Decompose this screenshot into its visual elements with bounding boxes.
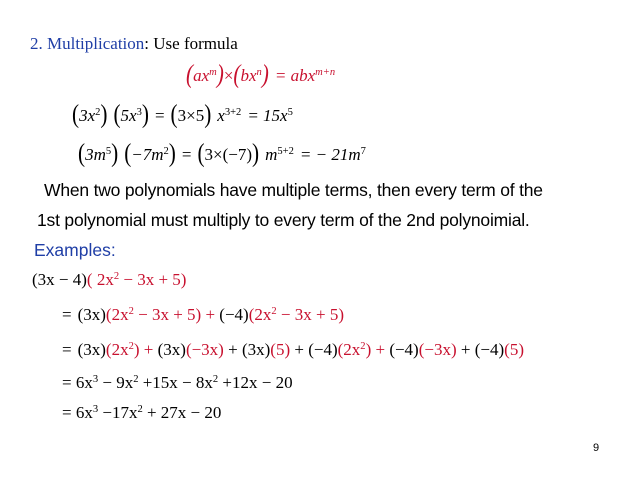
general-formula [186, 58, 336, 89]
paragraph-line-1: When two polynomials have multiple terms, then every term of the [44, 180, 543, 200]
work3-i: + [290, 340, 309, 359]
work2-b-exp: 2 [128, 306, 134, 318]
work5-e1: 3 [92, 404, 99, 416]
work1-b-exp: 2 [113, 271, 120, 283]
open-paren: ( [186, 58, 194, 89]
ex2-term1: 3m [85, 145, 106, 164]
paragraph-line-2: 1st polynomial must multiply to every term of the 2nd polynoimial. [37, 210, 530, 230]
work4-a: − 9x [98, 373, 134, 392]
work4-c: +12x − 20 [218, 373, 293, 392]
work4-eq: = 6x [62, 373, 93, 392]
formula-rhs-exp: m+n [315, 67, 336, 79]
work3-f: + [223, 340, 242, 359]
work-line-3 [62, 340, 524, 360]
work4-e2: 2 [133, 374, 139, 386]
work3-p: (−4) [474, 340, 505, 359]
work4-b: +15x − 8x [138, 373, 213, 392]
ex2-m: m [265, 145, 278, 164]
formula-exp-m: m [209, 67, 217, 79]
ex2-m-exp: 5+2 [277, 146, 294, 158]
close-paren: ) [261, 58, 269, 89]
work4-e3: 2 [212, 374, 219, 386]
ex1-coef: 3×5 [177, 106, 205, 125]
formula-bx: bx [240, 66, 257, 85]
work2-eq: = [62, 305, 72, 324]
ex1-eq1: = [154, 106, 165, 125]
close-paren: ) [216, 58, 224, 89]
work3-g: (3x) [241, 340, 271, 359]
ex2-result: = − 21m [299, 145, 361, 164]
work2-a: (3x) [77, 305, 106, 324]
ex2-term2: −7m [131, 145, 164, 164]
work1-c: − 3x + 5) [119, 270, 187, 289]
work3-eq: = [62, 340, 72, 359]
ex1-result: = 15x [247, 106, 288, 125]
work5-b: + 27x − 20 [142, 403, 222, 422]
ex1-term1-exp: 2 [95, 107, 101, 119]
work2-e: (2x [248, 305, 272, 324]
formula-times: × [223, 66, 234, 85]
work-line-5 [62, 403, 221, 423]
ex1-x-exp: 3+2 [224, 107, 242, 119]
work3-j: (−4) [308, 340, 338, 359]
section-heading [30, 34, 238, 54]
work3-m: (−4) [389, 340, 419, 359]
ex2-result-exp: 7 [360, 146, 366, 158]
work2-f: − 3x + 5) [276, 305, 344, 324]
work3-b-exp: 2 [128, 341, 134, 353]
ex1-term1: 3x [79, 106, 96, 125]
work2-c: − 3x + 5) + [133, 305, 220, 324]
work3-k-exp: 2 [360, 341, 366, 353]
ex2-term1-exp: 5 [105, 146, 112, 158]
work3-k: (2x [337, 340, 361, 359]
work3-c: ) + [133, 340, 158, 359]
work1-b: ( 2x [86, 270, 114, 289]
work2-b: (2x [105, 305, 129, 324]
page-number: 9 [593, 442, 600, 454]
ex1-x: x [217, 106, 225, 125]
work3-h: (5) [270, 340, 291, 359]
work3-n: (−3x) [418, 340, 457, 359]
formula-ax: ax [193, 66, 210, 85]
work-line-2 [62, 305, 344, 325]
work5-eq: = 6x [62, 403, 93, 422]
work-line-1 [32, 270, 186, 290]
work3-o: + [456, 340, 475, 359]
example-2: $(3m^5) (-7m^2) = (3\times(-7)) m^{5+2}$ = − $21m^7$ [78, 137, 366, 168]
work3-e: (−3x) [185, 340, 224, 359]
work3-d: (3x) [157, 340, 186, 359]
open-paren: ( [233, 58, 241, 89]
work3-a: (3x) [77, 340, 106, 359]
work1-a: (3x − 4) [32, 270, 87, 289]
formula-rhs: = abx [274, 66, 316, 85]
work2-e-exp: 2 [271, 306, 277, 318]
section-heading-label: 2. Multiplication [30, 34, 145, 53]
work3-l: ) + [365, 340, 390, 359]
work3-b: (2x [105, 340, 129, 359]
work5-a: −17x [98, 403, 138, 422]
section-heading-rest: : Use formula [144, 34, 238, 53]
work2-d: (−4) [219, 305, 249, 324]
work-line-4 [62, 373, 293, 393]
examples-label: Examples: [34, 240, 116, 260]
example-1: $(3x^2) (5x^3) = (3\times 5) x^{3+2} = 15x^5$ [72, 98, 293, 129]
work4-e1: 3 [92, 374, 99, 386]
work3-q: (5) [504, 340, 524, 359]
ex2-eq1: = [181, 145, 192, 164]
ex2-coef: 3×(−7) [204, 145, 253, 164]
ex1-result-exp: 5 [287, 107, 293, 119]
ex2-term2-exp: 2 [163, 146, 169, 158]
ex1-term2: 5x [120, 106, 137, 125]
ex1-term2-exp: 3 [136, 107, 142, 119]
formula-exp-n: n [256, 67, 262, 79]
work5-e2: 2 [137, 404, 143, 416]
